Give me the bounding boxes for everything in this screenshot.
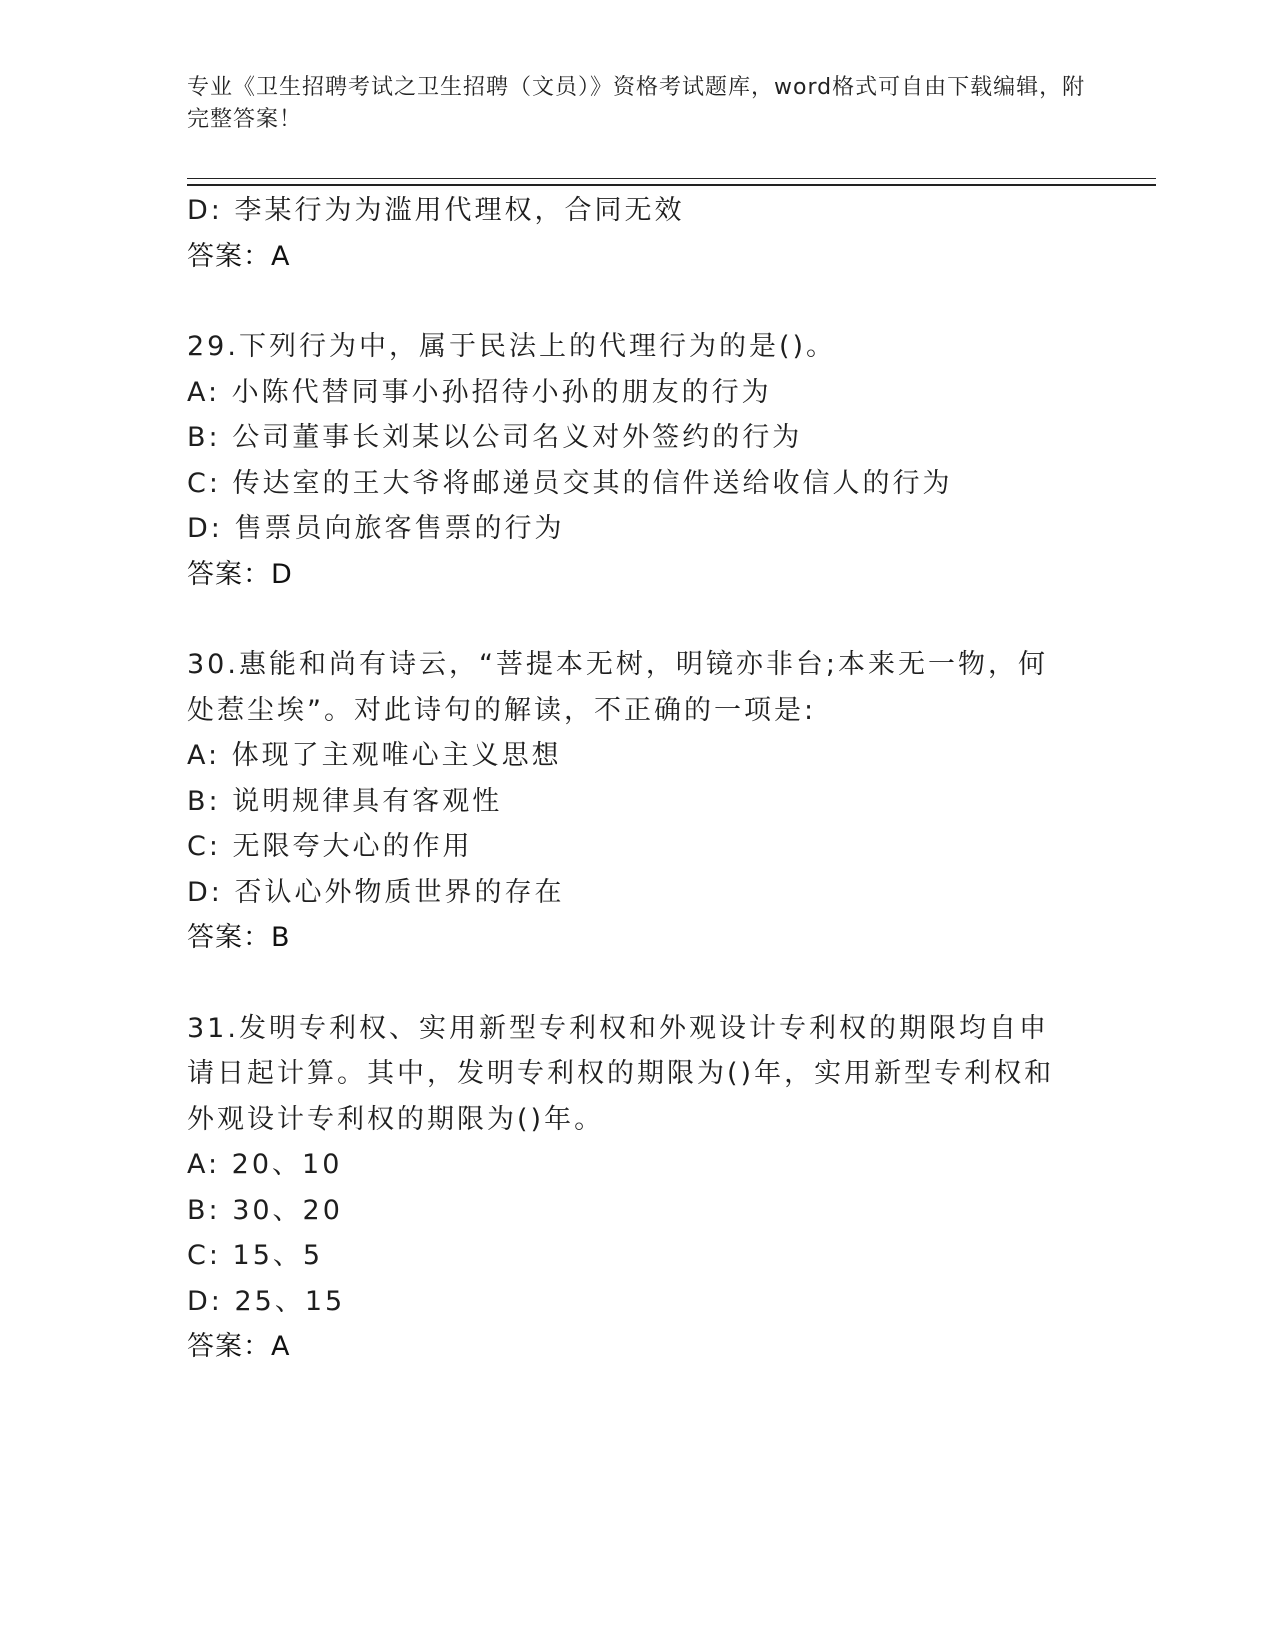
document-header: 专业《卫生招聘考试之卫生招聘（文员）》资格考试题库，word格式可自由下载编辑，附完整答案！ [187, 75, 1086, 132]
spacer [187, 597, 1087, 642]
question-stem: 30.惠能和尚有诗云，“菩提本无树，明镜亦非台;本来无一物，何处惹尘埃”。对此诗句的解读，不正确的一项是: [187, 649, 1049, 726]
question-30 [187, 642, 1087, 961]
option-b: B: 30、20 [187, 1194, 343, 1226]
spacer [187, 961, 1087, 1006]
question-stem: 29.下列行为中，属于民法上的代理行为的是()。 [187, 331, 837, 362]
header-rule-thin [187, 178, 1156, 179]
question-29 [187, 324, 1087, 597]
option-c: C: 15、5 [187, 1240, 324, 1271]
question-content [187, 188, 1087, 1370]
header-rule-thick [187, 184, 1156, 186]
option-a: A: 小陈代替同事小孙招待小孙的朋友的行为 [187, 376, 772, 408]
option-d: D: 25、15 [187, 1285, 346, 1317]
prev-answer: 答案：A [187, 240, 291, 272]
option-b: B: 公司董事长刘某以公司名义对外签约的行为 [187, 422, 803, 453]
prev-option-d: D: 李某行为为滥用代理权，合同无效 [187, 195, 685, 226]
answer: 答案：B [187, 922, 291, 953]
option-c: C: 无限夸大心的作用 [187, 831, 473, 862]
answer: 答案：D [187, 558, 293, 590]
option-d: D: 否认心外物质世界的存在 [187, 876, 565, 908]
option-a: A: 20、10 [187, 1149, 343, 1180]
option-d: D: 售票员向旅客售票的行为 [187, 513, 565, 544]
question-31 [187, 1006, 1087, 1370]
option-a: A: 体现了主观唯心主义思想 [187, 740, 562, 771]
spacer [187, 279, 1087, 324]
answer: 答案：A [187, 1331, 291, 1362]
option-b: B: 说明规律具有客观性 [187, 785, 503, 817]
option-c: C: 传达室的王大爷将邮递员交其的信件送给收信人的行为 [187, 467, 953, 499]
question-stem: 31.发明专利权、实用新型专利权和外观设计专利权的期限均自申请日起计算。其中，发明专利权的期限为()年，实用新型专利权和外观设计专利权的期限为()年。 [187, 1012, 1055, 1135]
